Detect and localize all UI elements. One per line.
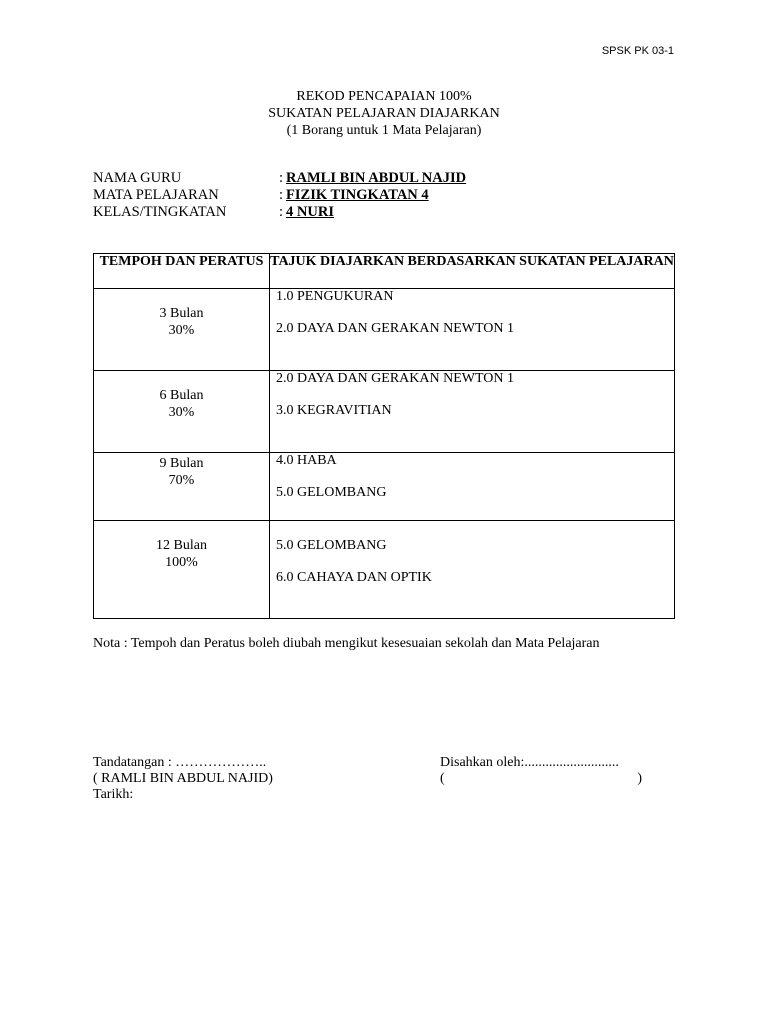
document-titles <box>0 88 768 139</box>
title-line-3: (1 Borang untuk 1 Mata Pelajaran) <box>286 123 482 138</box>
signature-block <box>93 755 273 803</box>
period-cell <box>94 371 270 453</box>
period-label: 6 Bulan <box>159 388 204 403</box>
approver-name-field <box>440 771 642 787</box>
topic-item: 2.0 DAYA DAN GERAKAN NEWTON 1 <box>276 321 514 336</box>
period-label: 3 Bulan <box>159 306 204 321</box>
class-label: KELAS/TINGKATAN <box>93 204 227 220</box>
topics-cell <box>270 453 675 521</box>
percent-label: 30% <box>168 323 195 338</box>
subject-value: FIZIK TINGKATAN 4 <box>286 187 429 203</box>
signature-line: Tandatangan : ……………….. <box>93 755 267 770</box>
topic-item: 5.0 GELOMBANG <box>276 538 387 553</box>
table-row <box>94 289 675 371</box>
topic-item: 6.0 CAHAYA DAN OPTIK <box>276 570 432 585</box>
subject-label: MATA PELAJARAN <box>93 187 219 203</box>
table-row <box>94 453 675 521</box>
teacher-label: NAMA GURU <box>93 170 182 186</box>
topics-cell <box>270 289 675 371</box>
topics-cell <box>270 371 675 453</box>
topic-item: 3.0 KEGRAVITIAN <box>276 403 392 418</box>
period-label: 12 Bulan <box>156 538 207 553</box>
subject-row: MATA PELAJARAN : FIZIK TINGKATAN 4 <box>93 187 429 203</box>
period-cell <box>94 289 270 371</box>
signer-name: ( RAMLI BIN ABDUL NAJID) <box>93 771 273 786</box>
topics-cell <box>270 521 675 619</box>
period-cell <box>94 521 270 619</box>
teacher-value: RAMLI BIN ABDUL NAJID <box>286 170 467 186</box>
topic-item: 5.0 GELOMBANG <box>276 485 387 500</box>
info-block <box>93 170 466 221</box>
teacher-row: NAMA GURU : RAMLI BIN ABDUL NAJID <box>93 170 467 186</box>
approval-block <box>440 755 642 787</box>
approver-close-paren: ) <box>637 771 642 786</box>
percent-label: 30% <box>168 405 195 420</box>
class-row: KELAS/TINGKATAN : 4 NURI <box>93 204 334 220</box>
note-text: Nota : Tempoh dan Peratus boleh diubah mengikut kesesuaian sekolah dan Mata Pelajaran <box>93 636 600 651</box>
date-label: Tarikh: <box>93 787 134 802</box>
percent-label: 100% <box>165 555 198 570</box>
topic-item: 2.0 DAYA DAN GERAKAN NEWTON 1 <box>276 371 514 386</box>
header-topics: TAJUK DIAJARKAN BERDASARKAN SUKATAN PELAJARAN <box>270 254 675 289</box>
approved-by-line: Disahkan oleh:........................... <box>440 755 619 770</box>
title-line-2: SUKATAN PELAJARAN DIAJARKAN <box>268 106 500 121</box>
document-code: SPSK PK 03-1 <box>601 45 674 57</box>
table-header-row <box>94 254 675 289</box>
topic-item: 1.0 PENGUKURAN <box>276 289 394 304</box>
period-cell <box>94 453 270 521</box>
header-period: TEMPOH DAN PERATUS <box>94 254 270 289</box>
class-value: 4 NURI <box>286 204 334 220</box>
syllabus-table <box>93 253 675 619</box>
table-row <box>94 521 675 619</box>
period-label: 9 Bulan <box>159 456 204 471</box>
approver-open-paren: ( <box>440 771 445 786</box>
topic-item: 4.0 HABA <box>276 453 337 468</box>
title-line-1: REKOD PENCAPAIAN 100% <box>296 89 472 104</box>
table-row <box>94 371 675 453</box>
percent-label: 70% <box>168 473 195 488</box>
